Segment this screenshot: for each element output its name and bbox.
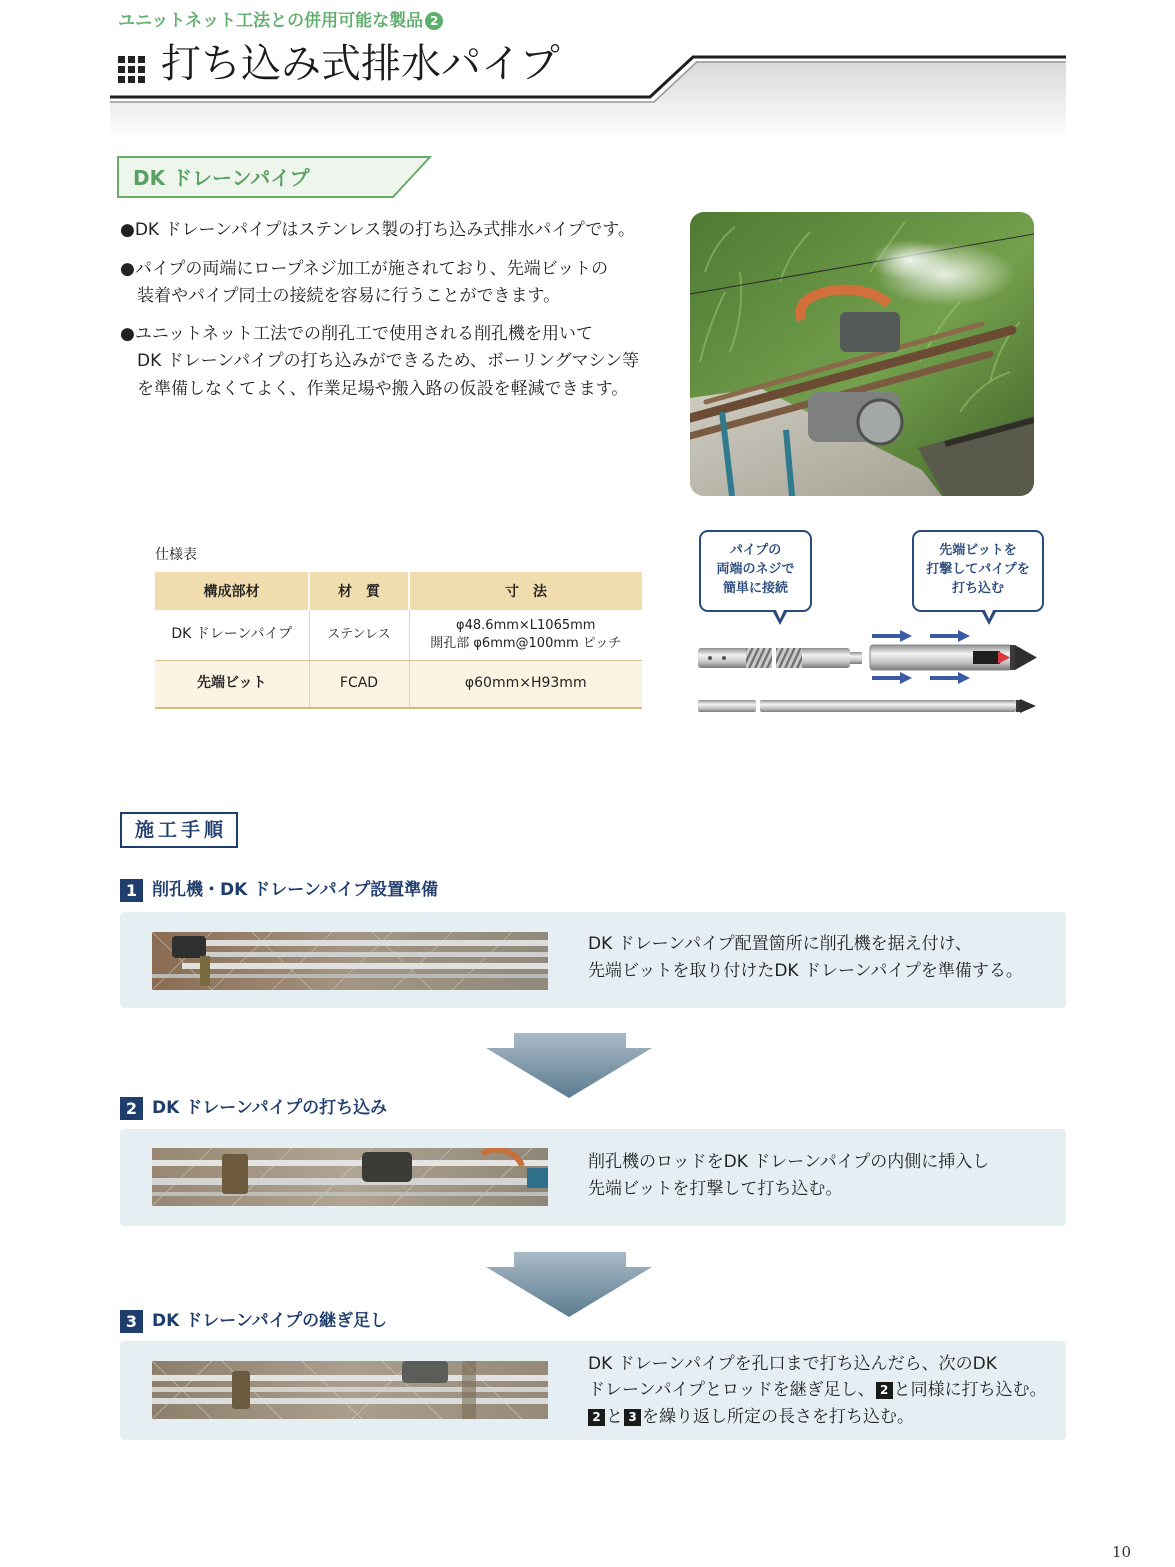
spec-header-size: 寸 法 (409, 572, 642, 610)
step-text-line: 先端ビットを打撃して打ち込む。 (588, 1179, 843, 1199)
step-label: DK ドレーンパイプの打ち込み (152, 1098, 388, 1118)
step-reference-badge: 2 (876, 1382, 893, 1399)
bullet-line: DK ドレーンパイプの打ち込みができるため、ボーリングマシン等 (137, 351, 640, 371)
arrow-right-icon (872, 672, 970, 684)
table-row (155, 610, 642, 660)
callout-tail (772, 610, 788, 625)
callout-line: 簡単に接続 (722, 581, 788, 596)
step-number-badge: 3 (120, 1310, 143, 1333)
spec-table-caption: 仕様表 (155, 547, 197, 563)
spec-header-material: 材 質 (309, 572, 409, 610)
spec-header-part: 構成部材 (155, 572, 309, 610)
section-label: DK ドレーンパイプ (133, 166, 310, 190)
step-photo-setup (152, 932, 548, 990)
bullet-line: 装着やパイプ同士の接続を容易に行うことができます。 (137, 286, 561, 306)
callout-line: 両端のネジで (716, 562, 795, 577)
step-text-segment: と同様に打ち込む。 (893, 1380, 1047, 1400)
spec-cell-size: φ60mm×H93mm (409, 660, 642, 708)
spec-cell-part: 先端ビット (155, 660, 309, 708)
step-label: 削孔機・DK ドレーンパイプ設置準備 (152, 880, 439, 900)
subtitle-number-badge: 2 (425, 12, 443, 30)
bullet-line: ●DK ドレーンパイプはステンレス製の打ち込み式排水パイプです。 (120, 220, 635, 240)
spec-cell-material: FCAD (309, 660, 409, 708)
spec-cell-size (409, 610, 642, 660)
header-rule (0, 0, 1175, 145)
step-text-line: DK ドレーンパイプ配置箇所に削孔機を据え付け、 (588, 934, 972, 954)
bullet-line: ●ユニットネット工法での削孔工で使用される削孔機を用いて (120, 324, 593, 344)
bullet-line: を準備しなくてよく、作業足場や搬入路の仮設を軽減できます。 (137, 379, 629, 399)
subtitle-text: ユニットネット工法との併用可能な製品 (118, 11, 424, 31)
callout-tail (981, 610, 997, 625)
step-text-segment: を繰り返し所定の長さを打ち込む。 (642, 1407, 914, 1427)
step-text-segment: と (606, 1407, 623, 1427)
step-reference-badge: 3 (624, 1409, 641, 1426)
step-text-line: 削孔機のロッドをDK ドレーンパイプの内側に挿入し (588, 1152, 990, 1172)
step-text-line: DK ドレーンパイプを孔口まで打ち込んだら、次のDK (588, 1354, 997, 1374)
spec-cell-material: ステンレス (309, 610, 409, 660)
bullet-line: ●パイプの両端にロープネジ加工が施されており、先端ビットの (120, 259, 609, 279)
down-arrow-icon (484, 1031, 656, 1101)
step-reference-badge: 2 (588, 1409, 605, 1426)
callout-line: 先端ビットを (939, 543, 1017, 558)
callout-line: 打撃してパイプを (926, 562, 1030, 577)
callout-line: 打ち込む (951, 581, 1004, 596)
table-row (155, 660, 642, 708)
callout-line: パイプの (729, 543, 782, 558)
step-number-badge: 2 (120, 1097, 143, 1120)
spec-size-line: φ48.6mm×L1065mm (456, 617, 596, 633)
step-photo-extension (152, 1361, 548, 1419)
step-text-line: 先端ビットを取り付けたDK ドレーンパイプを準備する。 (588, 961, 1023, 981)
step-photo-driving (152, 1148, 548, 1206)
spec-table (155, 572, 642, 709)
page-title: 打ち込み式排水パイプ (161, 41, 560, 87)
step-number-badge: 1 (120, 879, 143, 902)
down-arrow-icon (484, 1250, 656, 1320)
callout-bit-driving (912, 530, 1044, 612)
spec-header-row (155, 572, 642, 610)
step-text-segment: ドレーンパイプとロッドを継ぎ足し、 (588, 1380, 875, 1400)
pipe-diagram (690, 625, 1045, 720)
step-label: DK ドレーンパイプの継ぎ足し (152, 1311, 388, 1331)
step-text-line (588, 1406, 914, 1428)
callout-thread-connection (699, 530, 812, 612)
spec-cell-part: DK ドレーンパイプ (155, 610, 309, 660)
drilling-machine-photo (690, 212, 1034, 496)
arrow-right-icon (872, 630, 970, 642)
page-number: 10 (1112, 1543, 1132, 1561)
spec-size-line: 開孔部 φ6mm@100mm ピッチ (430, 635, 622, 651)
step-text-line (588, 1379, 1047, 1401)
procedure-heading: 施工手順 (120, 812, 238, 848)
